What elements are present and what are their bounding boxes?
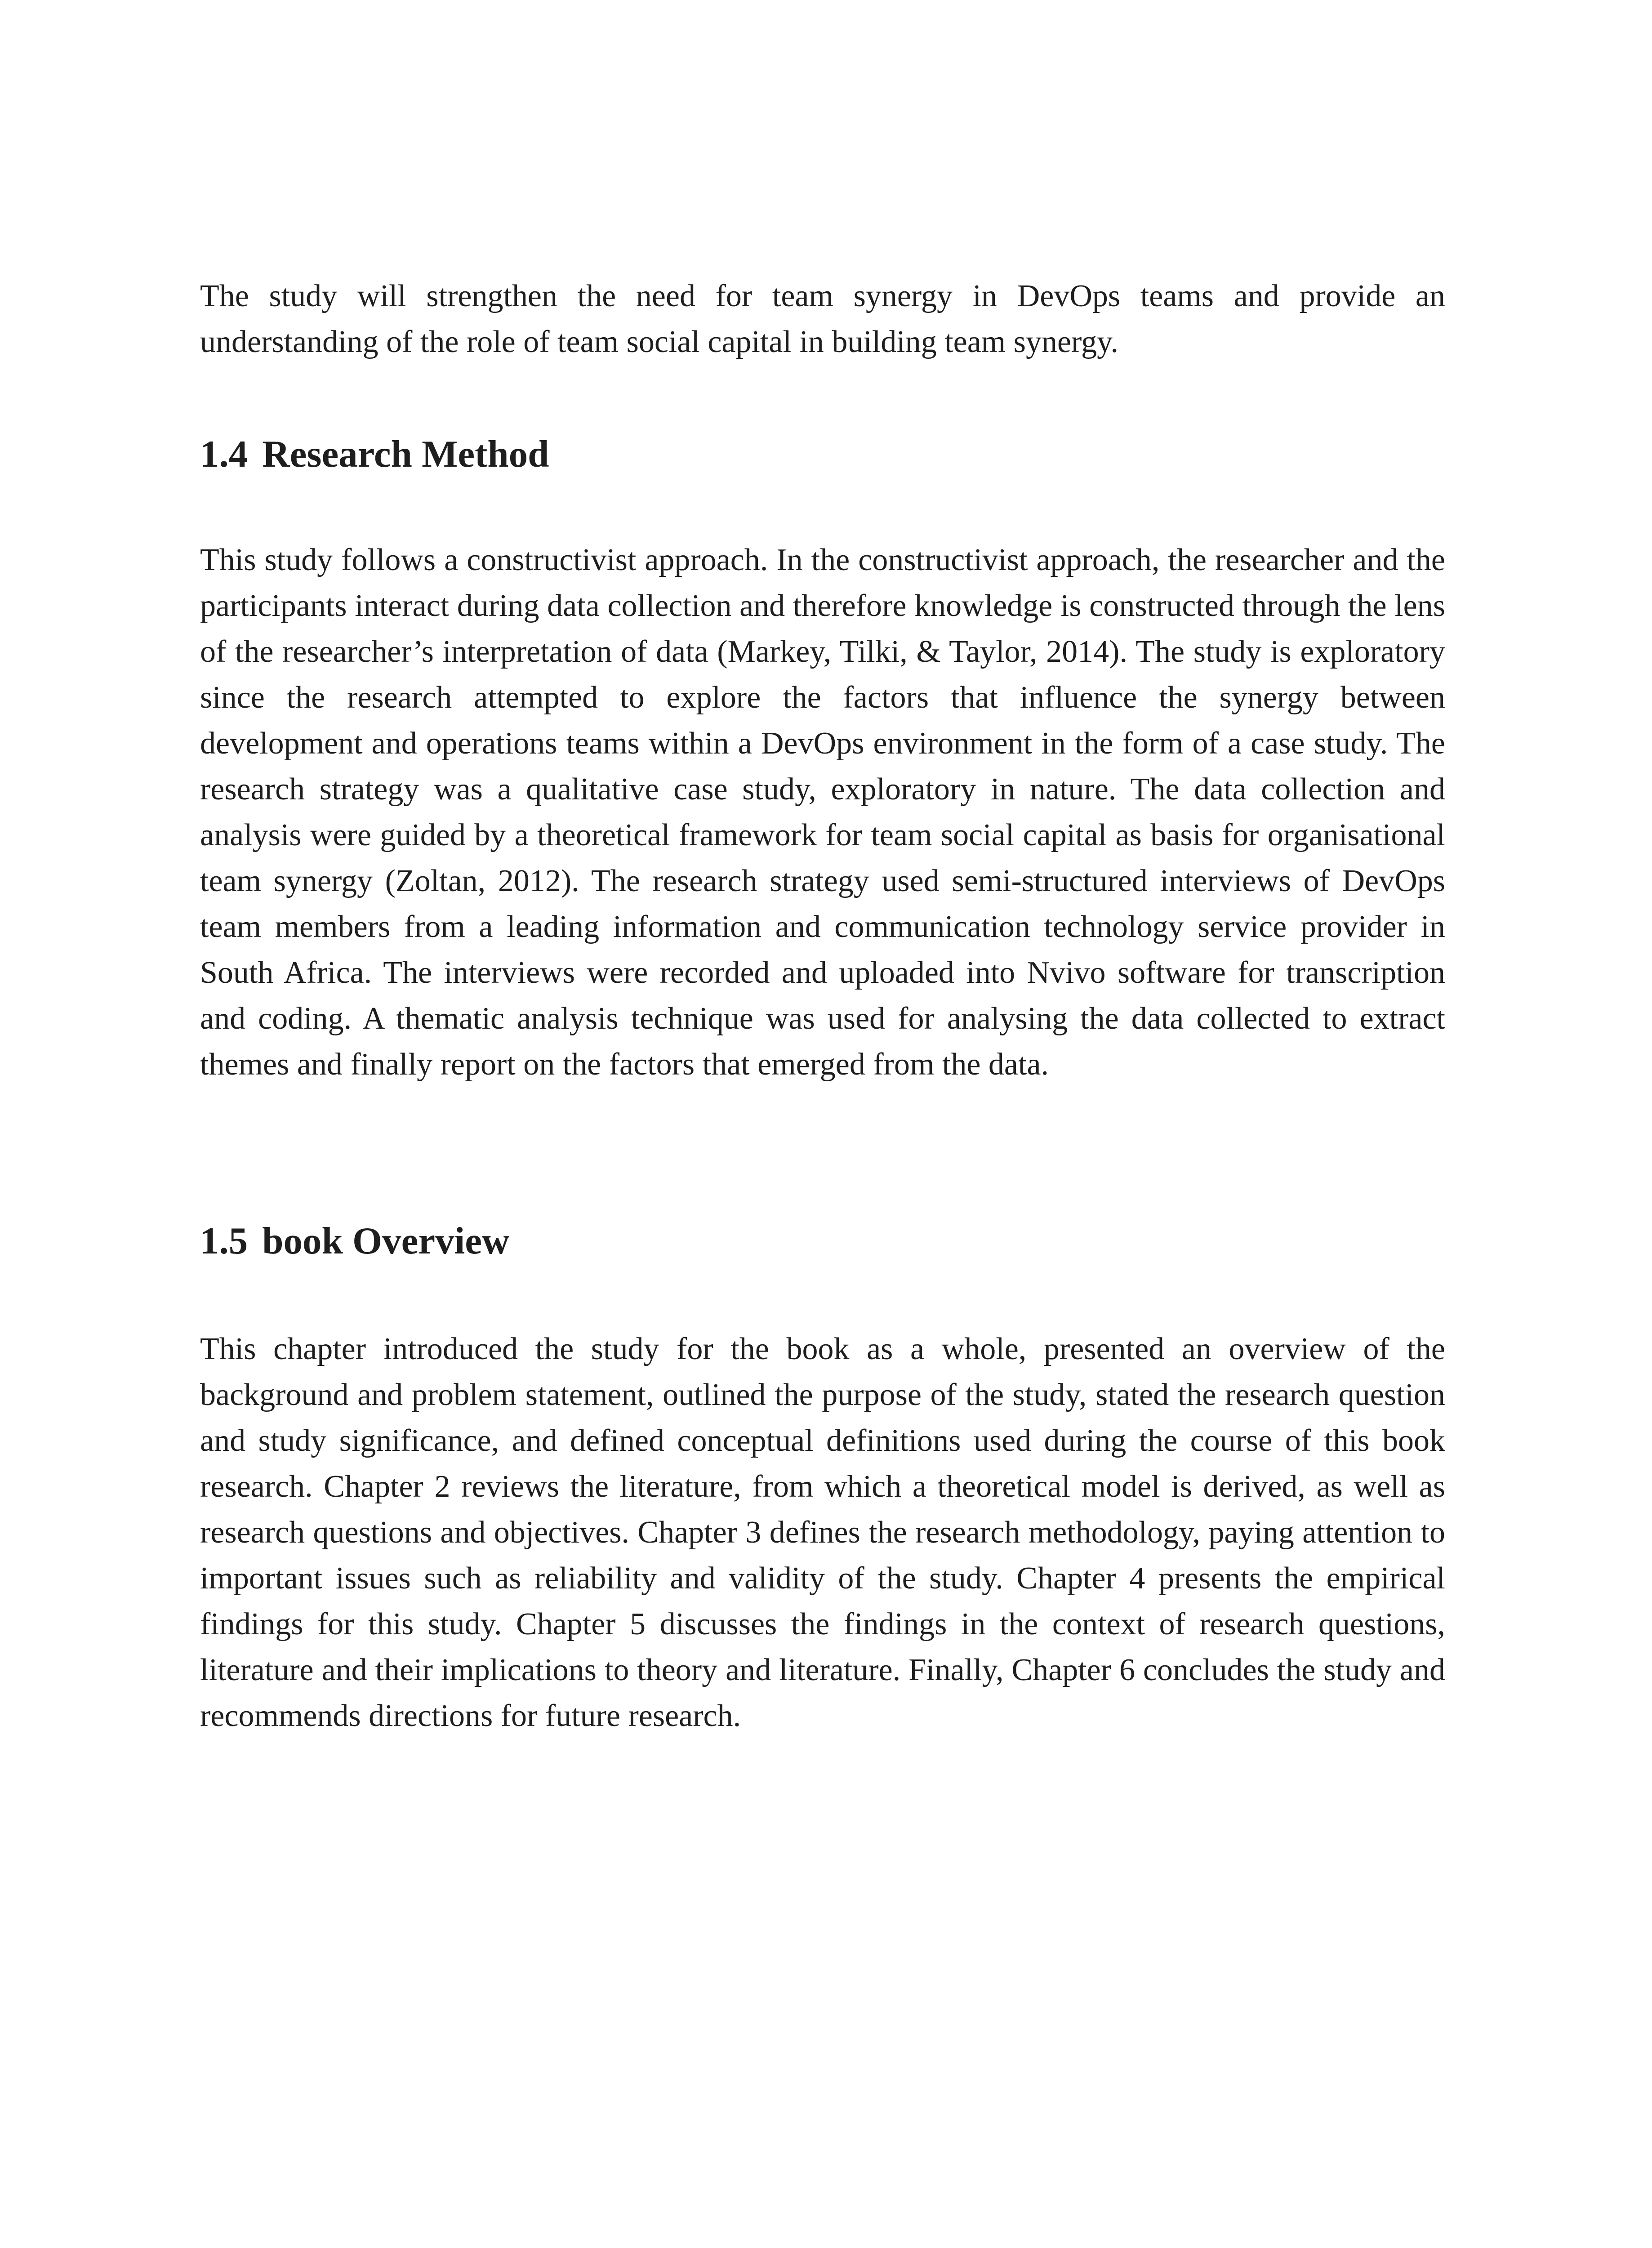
book-overview-paragraph-block <box>200 1326 1445 1739</box>
book-overview-paragraph: This chapter introduced the study for the book as a whole, presented an overview of the background and problem statement, outlined the purpose of the study, stated the research question and study significance, and defined conceptual definitions used during the course of this book research. Chapter 2 reviews the literature, from which a theoretical model is derived, as well as research questions and objectives. Chapter 3 defines the research methodology, paying attention to important issues such as reliability and validity of the study. Chapter 4 presents the empirical findings for this study. Chapter 5 discusses the findings in the context of research questions, literature and their implications to theory and literature. Finally, Chapter 6 concludes the study and recommends directions for future research. <box>200 1332 1445 1733</box>
section-title: Research Method <box>262 433 549 475</box>
section-title: book Overview <box>262 1220 510 1262</box>
section-heading-research-method <box>200 429 549 479</box>
research-method-paragraph-block <box>200 537 1445 1088</box>
research-method-paragraph: This study follows a constructivist approach. In the constructivist approach, the researcher and the participants interact during data collection and therefore knowledge is constructed through the lens of the researcher’s interpretation of data (Markey, Tilki, & Taylor, 2014). The study is exploratory since the research attempted to explore the factors that influence the synergy between development and operations teams within a DevOps environment in the form of a case study. The research strategy was a qualitative case study, exploratory in nature. The data collection and analysis were guided by a theoretical framework for team social capital as basis for organisational team synergy (Zoltan, 2012). The research strategy used semi-structured interviews of DevOps team members from a leading information and communication technology service provider in South Africa. The interviews were recorded and uploaded into Nvivo software for transcription and coding. A thematic analysis technique was used for analysing the data collected to extract themes and finally report on the factors that emerged from the data. <box>200 543 1445 1082</box>
intro-paragraph: The study will strengthen the need for team synergy in DevOps teams and provide an understanding of the role of team social capital in building team synergy. <box>200 279 1445 359</box>
section-number: 1.5 <box>200 1220 248 1262</box>
section-heading-book-overview <box>200 1216 509 1266</box>
intro-paragraph-block <box>200 273 1445 365</box>
section-number: 1.4 <box>200 433 248 475</box>
